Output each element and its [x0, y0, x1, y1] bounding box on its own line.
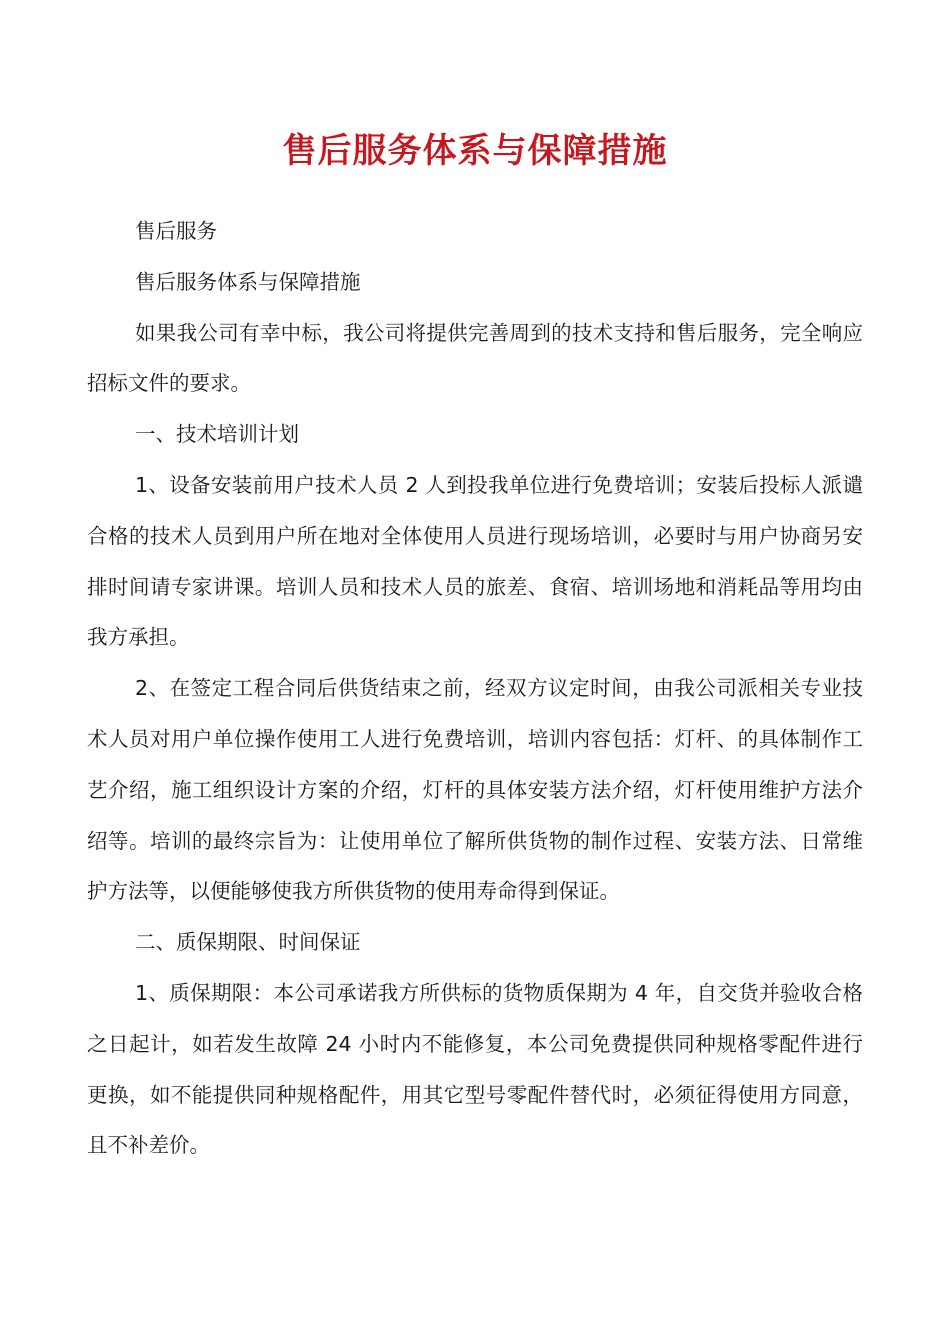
paragraph-after-sales-heading: 售后服务 — [135, 219, 217, 243]
document-body — [87, 206, 863, 1171]
section-heading-warranty: 二、质保期限、时间保证 — [135, 930, 361, 955]
paragraph-warranty-item-1: 1、质保期限：本公司承诺我方所供标的货物质保期为 4 年，自交货并验收合格之日起计，如若发生故障 24 小时内不能修复，本公司免费提供同种规格零配件进行更换，如不能提供同种规格配件，用其它型号零配件替代时，必须征得使用方同意，且不补差价。 — [87, 980, 863, 1158]
document-title: 售后服务体系与保障措施 — [282, 130, 668, 171]
paragraph-training-item-2: 2、在签定工程合同后供货结束之前，经双方议定时间，由我公司派相关专业技术人员对用户单位操作使用工人进行免费培训，培训内容包括：灯杆、的具体制作工艺介绍，施工组织设计方案的介绍，灯杆的具体安装方法介绍，灯杆使用维护方法介绍等。培训的最终宗旨为：让使用单位了解所供货物的制作过程、安装方法、日常维护方法等，以便能够使我方所供货物的使用寿命得到保证。 — [87, 676, 863, 904]
paragraph-training-item-1: 1、设备安装前用户技术人员 2 人到投我单位进行免费培训；安装后投标人派谴合格的技术人员到用户所在地对全体使用人员进行现场培训，必要时与用户协商另安排时间请专家讲课。培训人员和技术人员的旅差、食宿、培训场地和消耗品等用均由我方承担。 — [87, 472, 863, 650]
paragraph-system-heading: 售后服务体系与保障措施 — [135, 269, 361, 294]
section-heading-training-plan: 一、技术培训计划 — [135, 422, 299, 447]
paragraph-intro: 如果我公司有幸中标，我公司将提供完善周到的技术支持和售后服务，完全响应招标文件的要求。 — [87, 320, 863, 396]
